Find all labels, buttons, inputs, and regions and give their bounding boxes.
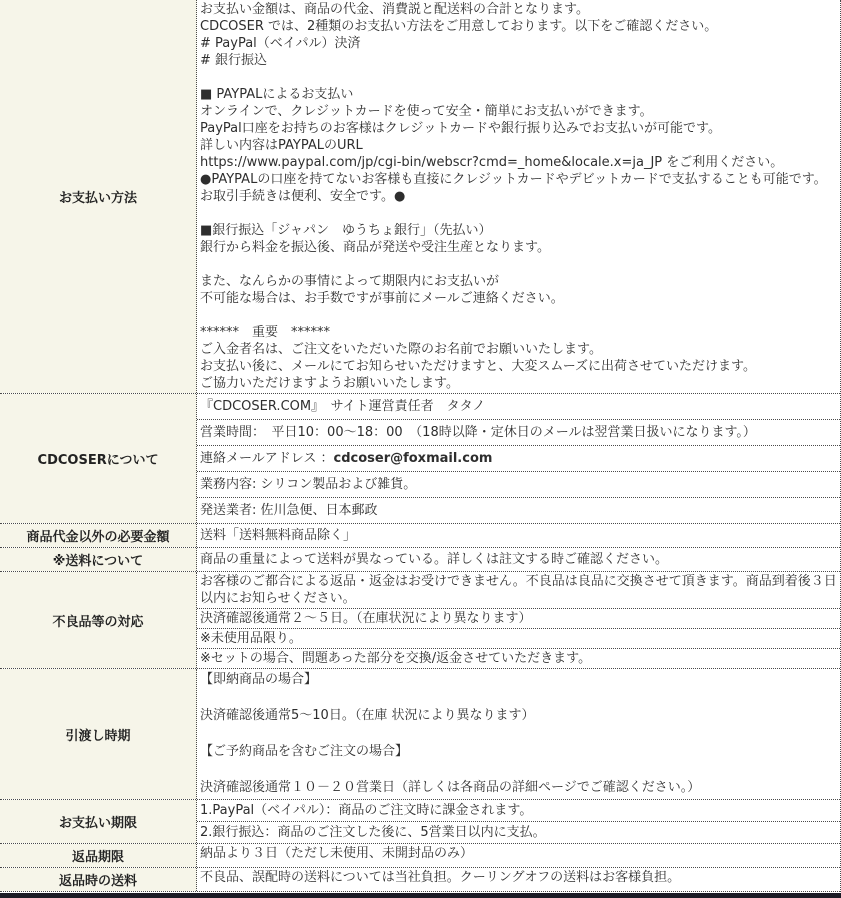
row-content-return-deadline	[197, 844, 840, 867]
text-line: ●PAYPALの口座を持てないお客様も直接にクレジットカードやデビットカードで支払することも可能です。	[200, 172, 827, 187]
defective-policy-text: お客様のご都合による返品・返金はお受けできません。不良品は良品に交換させて頂きます。商品到着後３日以内にお知らせください。	[200, 574, 837, 606]
text-line: # PayPal（ベイパル）決済	[200, 36, 361, 51]
site-operator-text: 『CDCOSER.COM』 サイト運営責任者 タタノ	[200, 399, 486, 414]
blank-line	[200, 725, 837, 743]
contact-email-line	[200, 450, 837, 467]
text-line: 【ご予約商品を含むご注文の場合】	[200, 744, 409, 759]
row-header-return-deadline: 返品期限	[0, 844, 197, 867]
blank-line	[200, 205, 837, 222]
row-content-extra-charges	[197, 524, 840, 547]
row-defective-handling	[0, 572, 840, 669]
contact-email-address: cdcoser@foxmail.com	[333, 451, 493, 466]
shipping-carrier-cell	[197, 498, 840, 523]
row-header-delivery-time: 引渡し時期	[0, 669, 197, 799]
row-payment-deadline	[0, 800, 840, 844]
row-content-shipping-note	[197, 548, 840, 571]
blank-line	[200, 307, 837, 324]
bank-transfer-deadline-cell	[197, 822, 840, 843]
row-shipping-note	[0, 548, 840, 572]
site-operator-cell	[197, 394, 840, 420]
text-line: 詳しい内容はPAYPALのURL	[200, 138, 363, 153]
blank-line	[200, 689, 837, 707]
business-description-cell	[197, 472, 840, 498]
text-line: ■ PAYPALによるお支払い	[200, 87, 354, 102]
set-exchange-note-text: ※セットの場合、問題あった部分を交換/返金させていただきます。	[200, 651, 592, 666]
paypal-deadline-text: 1.PayPal（ベイパル）：商品のご注文時に課金されます。	[200, 803, 533, 818]
return-shipping-text: 不良品、誤配時の送料については当社負担。クーリングオフの送料はお客様負担。	[200, 870, 681, 885]
payment-method-cell	[197, 0, 840, 393]
paypal-deadline-cell	[197, 800, 840, 822]
unused-only-note-cell	[197, 629, 840, 649]
defective-processing-time-text: 決済確認後通常２～５日。（在庫状況により異なります）	[200, 611, 532, 626]
row-content-delivery-time	[197, 669, 840, 799]
text-line: ■銀行振込「ジャパン ゆうちょ銀行」（先払い）	[200, 223, 492, 238]
delivery-time-cell	[197, 669, 840, 799]
text-line: 不可能な場合は、お手数ですが事前にメールご連絡ください。	[200, 291, 564, 306]
text-line: # 銀行振込	[200, 53, 268, 68]
business-hours-cell	[197, 420, 840, 446]
row-header-payment-deadline: お支払い期限	[0, 800, 197, 843]
return-shipping-cell	[197, 868, 840, 887]
row-content-payment-deadline	[197, 800, 840, 843]
row-header-about-cdcoser: CDCOSERについて	[0, 394, 197, 523]
row-payment-method	[0, 0, 840, 394]
row-return-shipping	[0, 868, 840, 892]
row-header-payment-method: お支払い方法	[0, 0, 197, 393]
contact-email-label: 連絡メールアドレス ：	[200, 451, 334, 466]
paypal-url-text: https://www.paypal.com/jp/cgi-bin/webscr?cmd=_home&locale.x=ja_JP をご利用ください。	[200, 155, 784, 170]
contact-email-cell	[197, 446, 840, 472]
defective-policy-cell	[197, 572, 840, 609]
row-content-payment-method	[197, 0, 840, 393]
text-line: オンラインで、クレジットカードを使って安全・簡単にお支払いができます。	[200, 104, 653, 119]
row-header-shipping-note: ※送料について	[0, 548, 197, 571]
extra-charges-cell	[197, 524, 840, 547]
text-line: ご協力いただけますようお願いいたします。	[200, 376, 459, 391]
row-content-about-cdcoser	[197, 394, 840, 523]
return-deadline-text: 納品より３日（ただし未使用、未開封品のみ）	[200, 846, 474, 861]
row-content-return-shipping	[197, 868, 840, 891]
text-line: 決済確認後通常１０－２０営業日（詳しくは各商品の詳細ページでご確認ください。）	[200, 780, 701, 795]
return-deadline-cell	[197, 844, 840, 863]
text-line: お支払い金額は、商品の代金、消費説と配送料の合計となります。	[200, 2, 589, 17]
defective-processing-time-cell	[197, 609, 840, 629]
unused-only-note-text: ※未使用品限り。	[200, 631, 302, 646]
blank-line	[200, 761, 837, 779]
text-line: 銀行から料金を振込後、商品が発送や受注生産となります。	[200, 240, 550, 255]
row-return-deadline	[0, 844, 840, 868]
shipping-note-cell	[197, 548, 840, 571]
row-header-return-shipping: 返品時の送料	[0, 868, 197, 891]
set-exchange-note-cell	[197, 649, 840, 668]
row-content-defective-handling	[197, 572, 840, 668]
extra-charges-text: 送料「送料無料商品除く」	[200, 528, 357, 543]
row-header-defective-handling: 不良品等の対応	[0, 572, 197, 668]
text-line: 決済確認後通常5～10日。（在庫 状況により異なります）	[200, 708, 535, 723]
text-line: ご入金者名は、ご注文をいただいた際のお名前でお願いいたします。	[200, 342, 602, 357]
text-line: また、なんらかの事情によって期限内にお支払いが	[200, 274, 500, 289]
important-note-heading: ****** 重要 ******	[200, 325, 331, 340]
bottom-divider-bar	[0, 893, 841, 898]
text-line: CDCOSER では、2種類のお支払い方法をご用意しております。以下をご確認ください。	[200, 19, 718, 34]
text-line: お取引手続きは便利、安全です。●	[200, 189, 406, 204]
business-description-text: 業務内容: シリコン製品および雑貨。	[200, 477, 417, 492]
blank-line	[200, 69, 837, 86]
blank-line	[200, 256, 837, 273]
row-about-cdcoser	[0, 394, 840, 524]
text-line: PayPal口座をお持ちのお客様はクレジットカードや銀行振り込みでお支払いが可能です。	[200, 121, 721, 136]
text-line: 【即納商品の場合】	[200, 672, 318, 687]
bank-transfer-deadline-text: 2.銀行振込：商品のご注文した後に、5営業日以内に支払。	[200, 825, 546, 840]
row-header-extra-charges: 商品代金以外の必要金額	[0, 524, 197, 547]
row-delivery-time	[0, 669, 840, 800]
shipping-note-text: 商品の重量によって送料が異なっている。詳しくは註文する時ご確認ください。	[200, 552, 669, 567]
text-line: お支払い後に、メールにてお知らせいただけますと、大変スムーズに出荷させていただけます。	[200, 359, 757, 374]
shipping-carrier-text: 発送業者: 佐川急便、日本郵政	[200, 503, 378, 518]
business-hours-text: 営業時間： 平日10：00～18：00 （18時以降・定休日のメールは翌営業日扱いになります。）	[200, 425, 756, 440]
row-extra-charges	[0, 524, 840, 548]
